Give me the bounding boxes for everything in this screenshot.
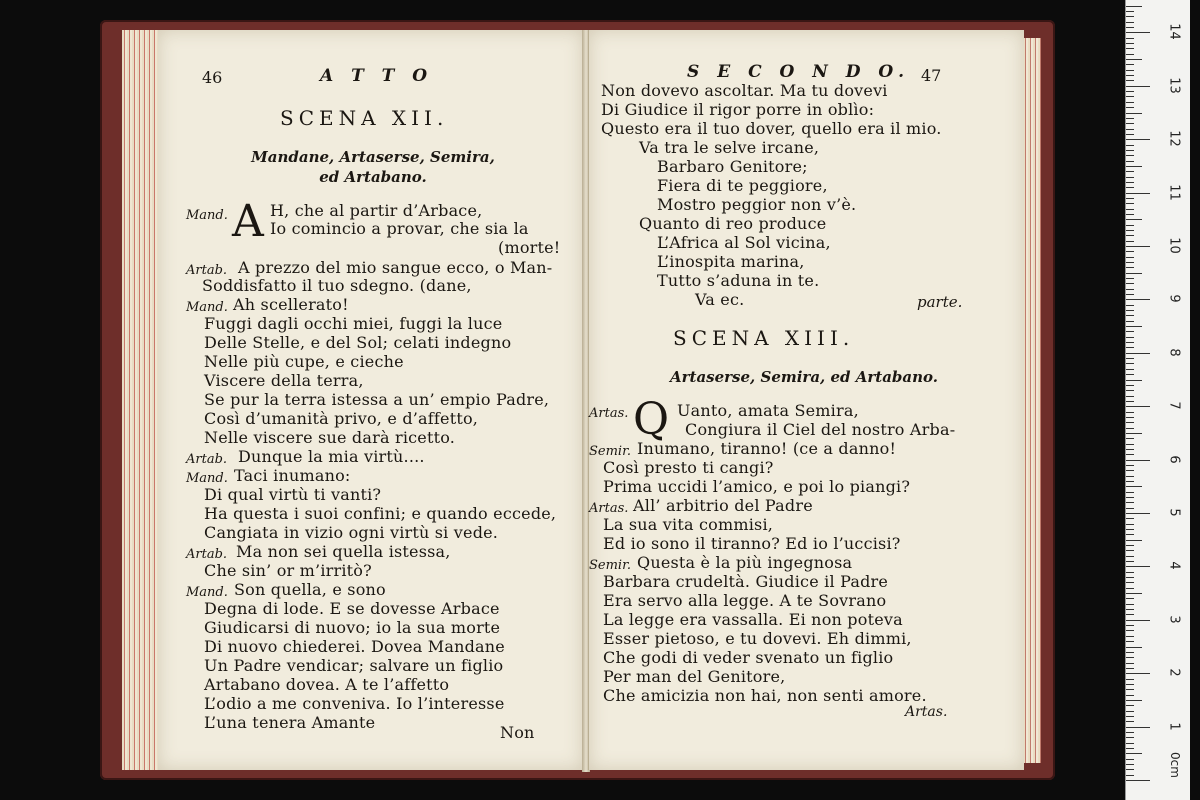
speaker-label: Mand.: [186, 471, 228, 486]
ruler-tick: [1126, 337, 1134, 338]
text-line: Quanto di reo produce: [639, 214, 827, 233]
ruler-number: 8: [1166, 348, 1182, 357]
ruler-tick: [1126, 86, 1150, 87]
text-line: Non dovevo ascoltar. Ma tu dovevi: [601, 81, 888, 100]
text-line: Artabano dovea. A te l’affetto: [204, 675, 450, 694]
text-line: Così d’umanità privo, e d’affetto,: [204, 409, 479, 428]
text-line: Barbara crudeltà. Giudice il Padre: [603, 572, 889, 591]
ruler-tick: [1126, 123, 1134, 124]
ruler-tick: [1126, 636, 1134, 637]
text-line: Prima uccidi l’amico, e poi lo piangi?: [603, 477, 911, 496]
ruler-tick: [1126, 54, 1134, 55]
text-line: Tutto s’aduna in te.: [657, 271, 820, 290]
ruler-tick: [1126, 283, 1134, 284]
ruler-tick: [1126, 150, 1134, 151]
ruler-tick: [1126, 75, 1134, 76]
ruler-tick: [1126, 561, 1134, 562]
ruler-tick: [1126, 22, 1134, 23]
text-line: Fuggi dagli occhi miei, fuggi la luce: [204, 314, 503, 333]
ruler-number: 7: [1166, 401, 1182, 410]
ruler-tick: [1126, 305, 1134, 306]
persons-line: Mandane, Artaserse, Semira,: [251, 148, 495, 166]
speaker-label: Mand.: [186, 300, 228, 315]
ruler-tick: [1126, 727, 1150, 728]
ruler-tick: [1126, 695, 1134, 696]
ruler-tick: [1126, 59, 1142, 60]
text-line: A prezzo del mio sangue ecco, o Man-: [238, 258, 553, 277]
ruler-tick: [1126, 481, 1134, 482]
ruler-tick: [1126, 70, 1134, 71]
ruler-tick: [1126, 369, 1134, 370]
ruler-tick: [1126, 668, 1134, 669]
ruler-tick: [1126, 444, 1134, 445]
ruler-tick: [1126, 48, 1134, 49]
ruler-tick: [1126, 700, 1142, 701]
ruler-number: 5: [1166, 508, 1182, 517]
ruler-tick: [1126, 753, 1142, 754]
text-line: Nelle più cupe, e cieche: [204, 352, 404, 371]
text-line: Va ec.: [695, 290, 745, 309]
ruler-number: 1: [1166, 721, 1182, 731]
ruler-tick: [1126, 347, 1134, 348]
ruler-tick: [1126, 273, 1142, 274]
ruler-tick: [1126, 732, 1134, 733]
ruler-tick: [1126, 630, 1134, 631]
ruler-tick: [1126, 161, 1134, 162]
ruler-tick: [1126, 363, 1134, 364]
text-line: Uanto, amata Semira,: [677, 401, 859, 420]
ruler-tick: [1126, 353, 1150, 354]
ruler-tick: [1126, 748, 1134, 749]
ruler-tick: [1126, 358, 1134, 359]
speaker-label: Semir.: [589, 558, 632, 573]
ruler-tick: [1126, 582, 1134, 583]
text-line: Un Padre vendicar; salvare un figlio: [204, 656, 504, 675]
scene-title: SCENA XII.: [280, 106, 449, 130]
ruler-tick: [1126, 331, 1134, 332]
text-line: Congiura il Ciel del nostro Arba-: [685, 420, 956, 439]
ruler-tick: [1126, 107, 1134, 108]
ruler-tick: [1126, 134, 1134, 135]
text-line: Dunque la mia virtù....: [238, 447, 425, 466]
ruler-tick: [1126, 449, 1134, 450]
ruler-tick: [1126, 374, 1134, 375]
ruler-tick: [1126, 529, 1134, 530]
ruler-tick: [1126, 513, 1150, 514]
text-line: All’ arbitrio del Padre: [633, 496, 813, 515]
ruler-tick: [1126, 679, 1134, 680]
ruler-tick: [1126, 647, 1142, 648]
running-head: A T T O: [320, 66, 434, 86]
drop-cap: Q: [633, 394, 670, 445]
ruler-tick: [1126, 550, 1134, 551]
ruler-tick: [1126, 604, 1134, 605]
ruler-tick: [1126, 289, 1134, 290]
text-line: Va tra le selve ircane,: [639, 138, 820, 157]
ruler-tick: [1126, 566, 1150, 567]
ruler-tick: [1126, 32, 1150, 33]
ruler-tick: [1126, 641, 1134, 642]
ruler-tick: [1126, 684, 1134, 685]
text-line: Soddisfatto il tuo sdegno. (dane,: [202, 276, 472, 295]
ruler-tick: [1126, 465, 1134, 466]
text-line: Era servo alla legge. A te Sovrano: [603, 591, 887, 610]
ruler-number: 3: [1166, 615, 1182, 624]
ruler-tick: [1126, 257, 1134, 258]
ruler-tick: [1126, 470, 1134, 471]
text-line: Esser pietoso, e tu dovevi. Eh dimmi,: [603, 629, 912, 648]
ruler-tick: [1126, 96, 1134, 97]
ruler-tick: [1126, 80, 1134, 81]
ruler-tick: [1126, 187, 1134, 188]
stage-direction: parte.: [917, 293, 963, 311]
text-line: Barbaro Genitore;: [657, 157, 808, 176]
ruler-tick: [1126, 486, 1142, 487]
ruler-tick: [1126, 385, 1134, 386]
ruler-tick: [1126, 609, 1134, 610]
text-line: (morte!: [498, 238, 561, 257]
ruler-tick: [1126, 64, 1134, 65]
ruler-tick: [1126, 743, 1134, 744]
ruler-tick: [1126, 508, 1134, 509]
ruler-tick: [1126, 711, 1134, 712]
text-line: L’odio a me conveniva. Io l’interesse: [204, 694, 505, 713]
ruler-tick: [1126, 342, 1134, 343]
right-page-edges: [1023, 38, 1041, 763]
speaker-label: Mand.: [186, 585, 228, 600]
ruler-tick: [1126, 299, 1150, 300]
ruler-tick: [1126, 310, 1134, 311]
ruler-tick: [1126, 203, 1134, 204]
text-line: Ha questa i suoi confini; e quando eccede,: [204, 504, 557, 523]
left-page: [158, 30, 584, 770]
ruler-tick: [1126, 219, 1142, 220]
text-line: Se pur la terra istessa a un’ empio Padre,: [204, 390, 550, 409]
ruler-tick: [1126, 428, 1134, 429]
text-line: Ed io sono il tiranno? Ed io l’uccisi?: [603, 534, 901, 553]
text-line: Cangiata in vizio ogni virtù si vede.: [204, 523, 499, 542]
text-line: Questo era il tuo dover, quello era il mio.: [601, 119, 942, 138]
ruler-tick: [1126, 652, 1134, 653]
text-line: La legge era vassalla. Ei non poteva: [603, 610, 903, 629]
text-line: Per man del Genitore,: [603, 667, 786, 686]
ruler-tick: [1126, 534, 1134, 535]
ruler-tick: [1126, 460, 1150, 461]
speaker-label: Artab.: [186, 452, 228, 467]
text-line: Di nuovo chiederei. Dovea Mandane: [204, 637, 505, 656]
ruler-tick: [1126, 593, 1142, 594]
text-line: Ah scellerato!: [233, 295, 349, 314]
ruler-tick: [1126, 182, 1134, 183]
ruler-tick: [1126, 716, 1134, 717]
page-number: 47: [921, 66, 942, 85]
ruler-number: 13: [1166, 77, 1182, 94]
text-line: Questa è la più ingegnosa: [637, 553, 853, 572]
ruler-tick: [1126, 326, 1142, 327]
ruler-number: 6: [1166, 454, 1182, 464]
ruler-tick: [1126, 145, 1134, 146]
ruler-tick: [1126, 492, 1134, 493]
ruler-tick: [1126, 267, 1134, 268]
ruler-tick: [1126, 476, 1134, 477]
ruler-tick: [1126, 262, 1134, 263]
ruler-tick: [1126, 235, 1134, 236]
ruler-tick: [1126, 705, 1134, 706]
left-page-edges: [122, 30, 158, 770]
ruler-tick: [1126, 396, 1134, 397]
ruler-tick: [1126, 193, 1150, 194]
catchword: Non: [500, 723, 535, 742]
text-line: Che sin’ or m’irritò?: [204, 561, 372, 580]
ruler-tick: [1126, 166, 1142, 167]
ruler-tick: [1126, 775, 1134, 776]
ruler-tick: [1126, 657, 1134, 658]
speaker-label: Artab.: [186, 547, 228, 562]
ruler-tick: [1126, 673, 1150, 674]
ruler-tick: [1126, 246, 1150, 247]
ruler-tick: [1126, 102, 1134, 103]
ruler-tick: [1126, 620, 1150, 621]
ruler-tick: [1126, 155, 1134, 156]
ruler-number: 9: [1166, 294, 1182, 304]
ruler-tick: [1126, 401, 1134, 402]
text-line: Così presto ti cangi?: [603, 458, 774, 477]
running-head: S E C O N D O.: [687, 62, 911, 82]
ruler-tick: [1126, 502, 1134, 503]
ruler-tick: [1126, 588, 1134, 589]
text-line: L’Africa al Sol vicina,: [657, 233, 831, 252]
ruler-tick: [1126, 759, 1134, 760]
ruler-tick: [1126, 241, 1134, 242]
ruler-tick: [1126, 769, 1134, 770]
right-page: [588, 30, 1024, 770]
persons-line: ed Artabano.: [319, 168, 427, 186]
ruler-number: 11: [1166, 183, 1182, 201]
ruler-tick: [1126, 225, 1134, 226]
ruler-tick: [1126, 177, 1134, 178]
ruler-number: 2: [1166, 668, 1182, 677]
text-line: La sua vita commisi,: [603, 515, 774, 534]
ruler-tick: [1126, 11, 1134, 12]
text-line: Viscere della terra,: [204, 371, 364, 390]
ruler-tick: [1126, 315, 1134, 316]
ruler-tick: [1126, 663, 1134, 664]
catchword: Artas.: [905, 704, 948, 720]
ruler-tick: [1126, 38, 1134, 39]
ruler-tick: [1126, 6, 1142, 7]
page-number: 46: [202, 68, 223, 87]
drop-cap: A: [232, 196, 264, 247]
ruler-tick: [1126, 129, 1134, 130]
text-line: Di Giudice il rigor porre in oblìo:: [601, 100, 875, 119]
ruler-tick: [1126, 577, 1134, 578]
scene-title: SCENA XIII.: [673, 326, 855, 350]
ruler-tick: [1126, 422, 1134, 423]
ruler-tick: [1126, 737, 1134, 738]
ruler-tick: [1126, 412, 1134, 413]
ruler-tick: [1126, 497, 1134, 498]
ruler-tick: [1126, 518, 1134, 519]
ruler-tick: [1126, 556, 1134, 557]
ruler-tick: [1126, 321, 1134, 322]
text-line: Inumano, tiranno! (ce a danno!: [637, 439, 897, 458]
ruler-tick: [1126, 139, 1150, 140]
ruler-number: 4: [1166, 561, 1182, 571]
text-line: Che godi di veder svenato un figlio: [603, 648, 894, 667]
ruler-unit-label: 0cm: [1167, 752, 1182, 778]
ruler-tick: [1126, 764, 1134, 765]
ruler-tick: [1126, 16, 1134, 17]
ruler-tick: [1126, 545, 1134, 546]
text-line: Io comincio a provar, che sia la: [270, 219, 529, 238]
ruler-tick: [1126, 625, 1134, 626]
ruler-tick: [1126, 380, 1142, 381]
ruler-number: 10: [1166, 237, 1182, 254]
text-line: Fiera di te peggiore,: [657, 176, 828, 195]
persons-line: Artaserse, Semira, ed Artabano.: [669, 368, 939, 386]
text-line: Di qual virtù ti vanti?: [204, 485, 382, 504]
text-line: Nelle viscere sue darà ricetto.: [204, 428, 456, 447]
ruler-tick: [1126, 524, 1134, 525]
text-line: Taci inumano:: [234, 466, 351, 485]
text-line: L’una tenera Amante: [204, 713, 376, 732]
text-line: Mostro peggior non v’è.: [657, 195, 857, 214]
ruler-tick: [1126, 406, 1150, 407]
ruler-tick: [1126, 433, 1142, 434]
ruler-tick: [1126, 614, 1134, 615]
ruler-tick: [1126, 43, 1134, 44]
ruler-tick: [1126, 721, 1134, 722]
speaker-label: Mand.: [186, 208, 228, 223]
text-line: H, che al partir d’Arbace,: [270, 201, 483, 220]
ruler-tick: [1126, 278, 1134, 279]
ruler-tick: [1126, 417, 1134, 418]
ruler-tick: [1126, 198, 1134, 199]
ruler-tick: [1126, 598, 1134, 599]
ruler-tick: [1126, 91, 1134, 92]
ruler-tick: [1126, 454, 1134, 455]
ruler-tick: [1126, 230, 1134, 231]
ruler-tick: [1126, 27, 1134, 28]
text-line: Ma non sei quella istessa,: [236, 542, 451, 561]
ruler-number: 14: [1166, 23, 1182, 41]
text-line: Degna di lode. E se dovesse Arbace: [204, 599, 500, 618]
ruler-tick: [1126, 251, 1134, 252]
ruler-tick: [1126, 214, 1134, 215]
speaker-label: Artas.: [589, 406, 629, 421]
ruler-tick: [1126, 171, 1134, 172]
text-line: Che amicizia non hai, non senti amore.: [603, 686, 927, 705]
ruler-tick: [1126, 209, 1134, 210]
speaker-label: Artab.: [186, 263, 228, 278]
ruler-tick: [1126, 689, 1134, 690]
ruler-tick: [1126, 780, 1150, 781]
ruler-tick: [1126, 118, 1134, 119]
text-line: Giudicarsi di nuovo; io la sua morte: [204, 618, 501, 637]
ruler-tick: [1126, 540, 1142, 541]
ruler-tick: [1126, 572, 1134, 573]
ruler-tick: [1126, 294, 1134, 295]
text-line: Delle Stelle, e del Sol; celati indegno: [204, 333, 512, 352]
ruler-tick: [1126, 438, 1134, 439]
text-line: L’inospita marina,: [657, 252, 805, 271]
speaker-label: Artas.: [589, 501, 629, 516]
ruler-tick: [1126, 390, 1134, 391]
ruler-tick: [1126, 113, 1142, 114]
text-line: Son quella, e sono: [234, 580, 386, 599]
measurement-ruler: [1125, 0, 1190, 800]
speaker-label: Semir.: [589, 444, 632, 459]
ruler-number: 12: [1166, 130, 1182, 147]
